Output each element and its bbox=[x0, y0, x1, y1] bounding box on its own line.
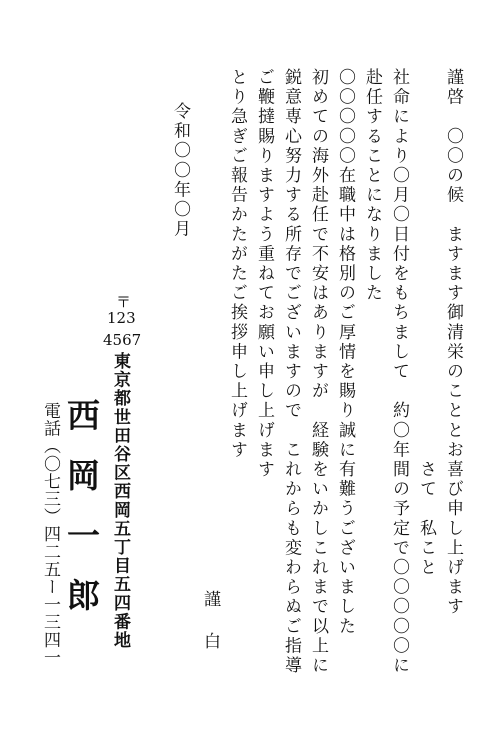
body-line-overseas: 初めての海外赴任で不安はありますが 経験をいかしこれまで以上に bbox=[308, 68, 328, 676]
postal-code-first: 123 bbox=[107, 309, 136, 327]
body-line-request: ご鞭撻賜りますよう重ねてお願い申し上げます bbox=[254, 68, 274, 480]
sender-name: 西岡一郎 bbox=[62, 398, 101, 638]
letter-date: 令和〇〇年〇月 bbox=[170, 102, 190, 240]
postal-mark: 〒 bbox=[116, 293, 132, 311]
sender-phone: 電話（〇七三）四二五ー一三四一 bbox=[40, 402, 60, 666]
postal-code-second: 4567 bbox=[103, 331, 142, 349]
body-line-effort: 鋭意専心努力する所存でございますので これからも変わらぬご指導 bbox=[281, 68, 301, 676]
body-line-greeting: 謹啓 〇〇の候 ますます御清栄のこととお喜び申し上げます bbox=[443, 68, 463, 617]
body-line-transition: さて 私こと bbox=[416, 68, 436, 578]
body-line-assignment-cont: 赴任することになりました bbox=[362, 68, 382, 304]
sender-address: 東京都世田谷区西岡五丁目五四番地 bbox=[110, 352, 130, 650]
body-line-thanks: 〇〇〇〇〇在職中は格別のご厚情を賜り誠に有難うございました bbox=[335, 68, 355, 637]
body-line-report: とり急ぎご報告かたがたご挨拶申し上げます bbox=[227, 68, 247, 460]
closing-text: 謹 白 bbox=[200, 590, 220, 653]
body-line-assignment: 社命により〇月〇日付をもちまして 約〇年間の予定で〇〇〇〇〇に bbox=[389, 68, 409, 676]
